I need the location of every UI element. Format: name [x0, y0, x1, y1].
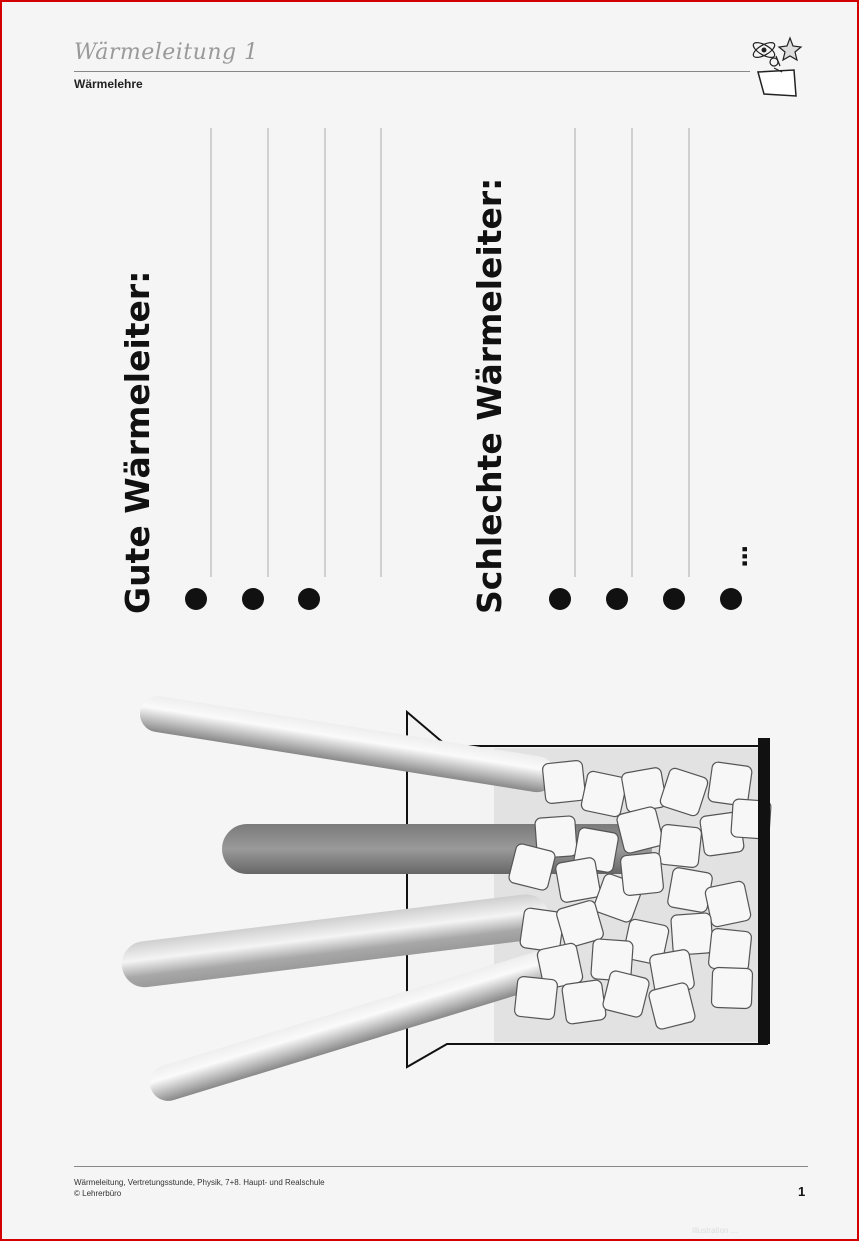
- bullet-bad-4: [720, 588, 742, 610]
- rods-in-ice-illustration: [112, 682, 792, 1112]
- bullet-bad-1: [549, 588, 571, 610]
- page-number: 1: [798, 1184, 806, 1199]
- watermark-text: Illustration ...: [692, 1226, 738, 1235]
- footer-rule: [74, 1166, 808, 1167]
- page-title: Wärmeleitung 1: [74, 40, 259, 65]
- bullet-good-3: [298, 588, 320, 610]
- bullet-good-2: [242, 588, 264, 610]
- footer-copyright: © Lehrerbüro: [74, 1189, 122, 1198]
- heading-bad-conductors: Schlechte Wärmeleiter:: [470, 177, 509, 614]
- heading-good-conductors: Gute Wärmeleiter:: [118, 270, 157, 614]
- page-subtitle: Wärmelehre: [74, 77, 143, 91]
- bullet-bad-3: [663, 588, 685, 610]
- footer-description: Wärmeleitung, Vertretungsstunde, Physik, 7+8. Haupt- und Realschule: [74, 1178, 325, 1187]
- bullet-bad-2: [606, 588, 628, 610]
- bullet-good-1: [185, 588, 207, 610]
- ellipsis-mark: ...: [725, 546, 753, 568]
